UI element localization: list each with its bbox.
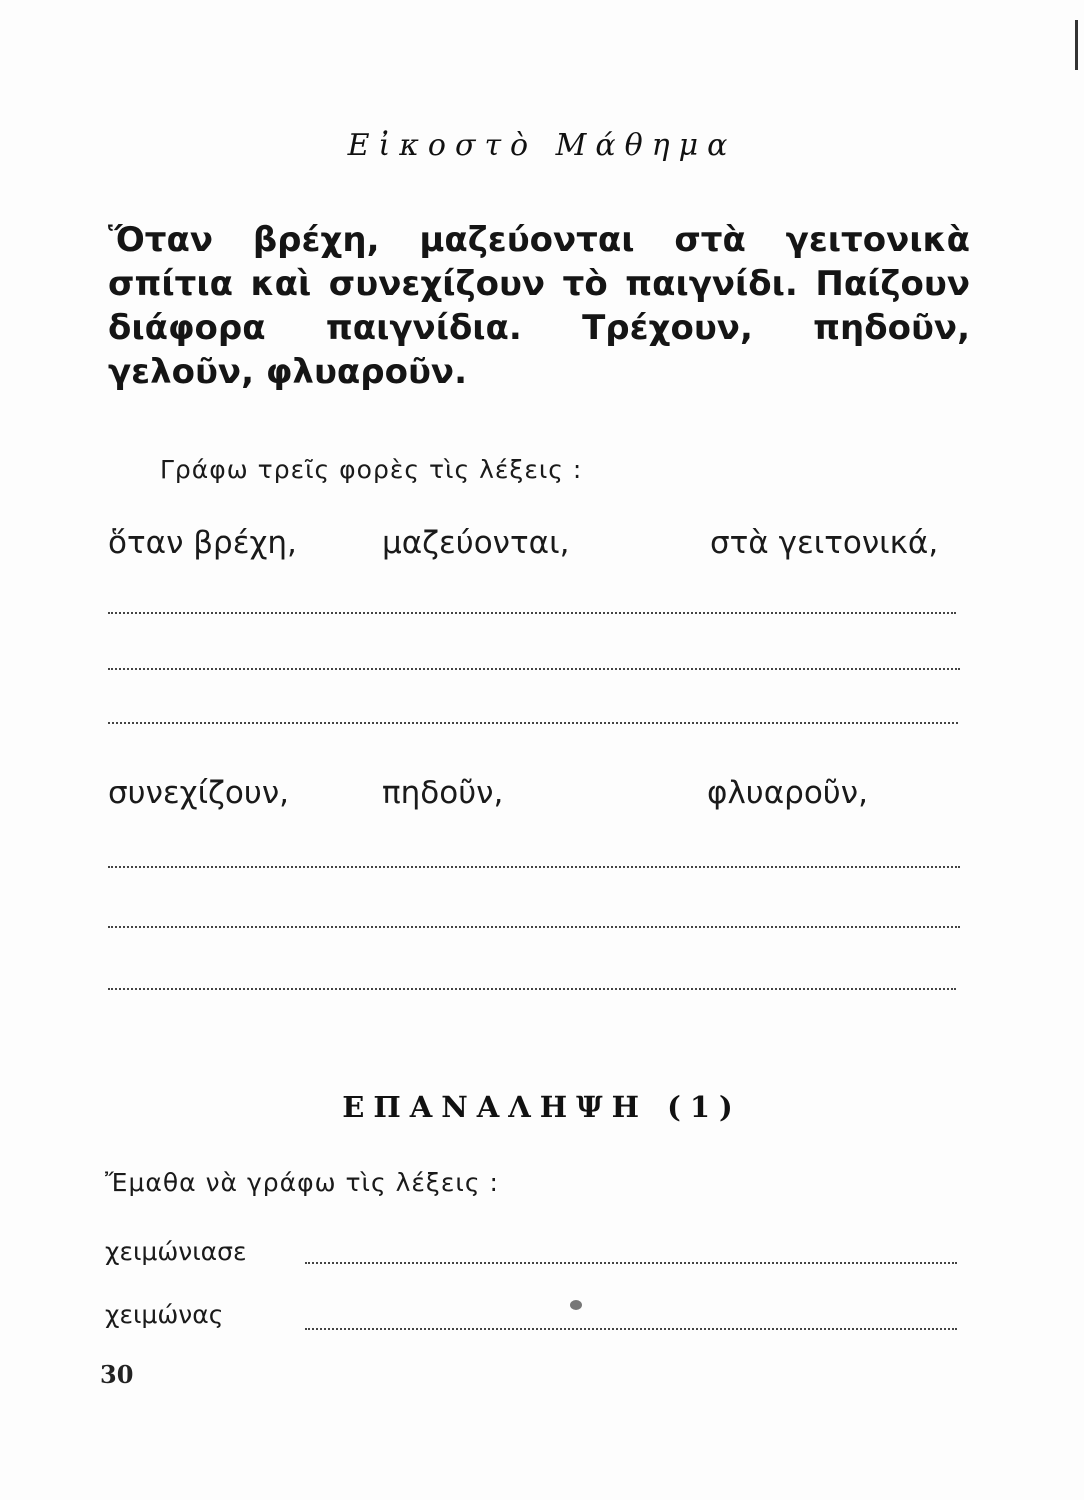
writing-line[interactable] <box>108 926 960 928</box>
lesson-title: Εἰκοστὸ Μάθημα <box>347 128 737 163</box>
practice-word-synechizoun: συνεχίζουν, <box>108 775 289 811</box>
review-title: ΕΠΑΝΑΛΗΨΗ (1) <box>342 1090 742 1124</box>
writing-line[interactable] <box>108 612 956 614</box>
writing-line[interactable] <box>108 866 960 868</box>
writing-line[interactable] <box>108 668 960 670</box>
review-instruction: Ἔμαθα νὰ γράφω τὶς λέξεις : <box>105 1168 499 1197</box>
page-edge-mark <box>1075 20 1078 70</box>
reading-passage: Ὅταν βρέχη, μαζεύονται στὰ γειτονικὰ σπίτια καὶ συνεχίζουν τὸ παιγνίδι. Παίζουν διάφορα παιγνίδια. Τρέχουν, πηδοῦν, γελοῦν, φλυαροῦν. <box>108 220 970 392</box>
writing-line[interactable] <box>108 988 956 990</box>
review-writing-line[interactable] <box>305 1328 957 1330</box>
writing-line[interactable] <box>108 722 958 724</box>
practice-word-flyaroun: φλυαροῦν, <box>707 775 868 811</box>
ink-speck <box>570 1300 582 1310</box>
practice-word-sta-geitonika: στὰ γειτονικά, <box>710 525 939 561</box>
practice-word-mazevontai: μαζεύονται, <box>382 525 570 561</box>
review-writing-line[interactable] <box>305 1262 957 1264</box>
practice-word-otan-vrechi: ὅταν βρέχη, <box>108 525 297 561</box>
page-number: 30 <box>100 1360 134 1389</box>
review-word-cheimonas: χειμώνας <box>105 1300 224 1329</box>
copy-instruction: Γράφω τρεῖς φορὲς τὶς λέξεις : <box>160 455 583 484</box>
practice-word-pidoun: πηδοῦν, <box>382 775 504 811</box>
review-word-cheimoniase: χειμώνιασε <box>105 1237 247 1266</box>
